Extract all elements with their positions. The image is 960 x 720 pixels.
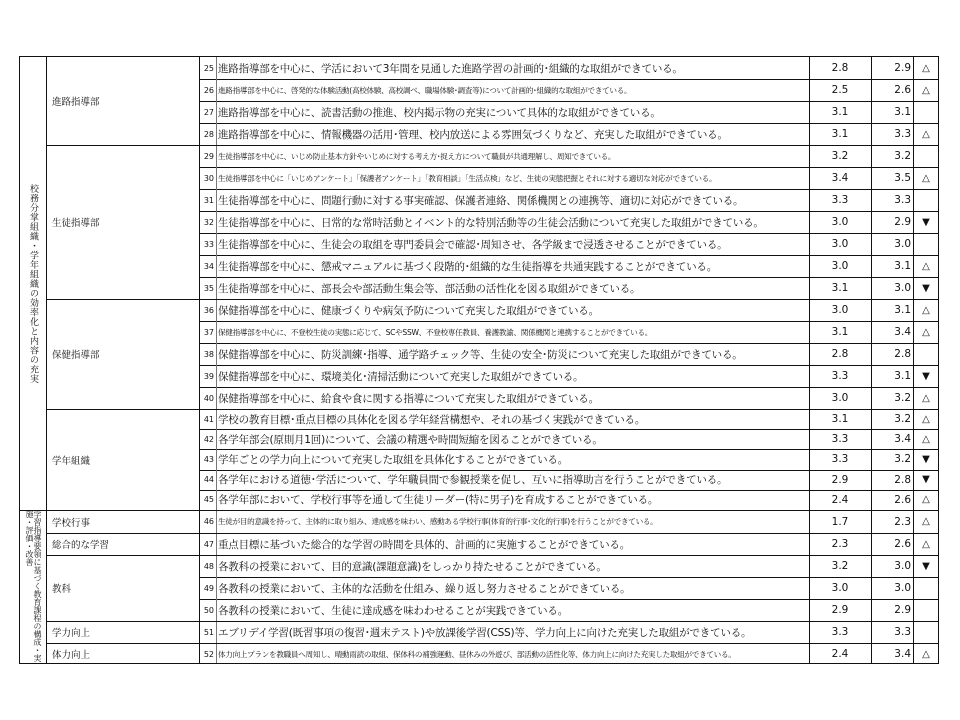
item-number: 40 xyxy=(203,393,214,403)
item-text: 保健指導部を中心に、防災訓練･指導、通学路チェック等、生徒の安全･防災について充実した取組ができている。 xyxy=(218,348,743,361)
item-text: 生徒指導部を中心に、懲戒マニュアルに基づく段階的･組織的な生徒指導を共通実践することができている。 xyxy=(218,260,718,273)
trend-mark: △ xyxy=(922,648,930,660)
item-number: 46 xyxy=(203,517,214,526)
score-current: 2.9 xyxy=(894,604,911,616)
item-number: 41 xyxy=(203,414,214,424)
trend-mark: △ xyxy=(922,538,930,550)
divider xyxy=(46,555,938,556)
group-label-events: 学校行事 xyxy=(52,517,91,529)
trend-mark: △ xyxy=(922,128,930,140)
divider xyxy=(913,57,914,663)
trend-mark: △ xyxy=(922,326,930,338)
score-current: 3.1 xyxy=(894,370,911,382)
divider xyxy=(46,299,938,300)
score-current: 3.4 xyxy=(894,648,911,660)
trend-mark: ▼ xyxy=(922,216,930,228)
trend-mark xyxy=(913,189,939,211)
score-current: 3.4 xyxy=(894,326,911,338)
item-text: 保健指導部を中心に、不登校生徒の実態に応じて、SCやSSW、不登校専任教員、養護教諭、関係機関と連携することができている。 xyxy=(218,327,653,337)
item-text: 生徒が目的意識を持って、主体的に取り組み、達成感を味わい、感動ある学校行事(体育的行事･文化的行事)を行うことができている。 xyxy=(218,517,658,526)
score-current: 3.2 xyxy=(894,453,911,466)
item-text: 重点目標に基づいた総合的な学習の時間を具体的、計画的に実施することができている。 xyxy=(218,538,630,551)
trend-mark: △ xyxy=(922,516,930,527)
item-number: 44 xyxy=(203,475,214,485)
score-previous: 3.3 xyxy=(831,370,849,382)
group-label-subjects: 教科 xyxy=(52,584,72,595)
trend-mark: △ xyxy=(922,260,930,272)
score-current: 2.6 xyxy=(894,493,911,506)
score-previous: 2.4 xyxy=(831,648,849,660)
item-text: 生徒指導部を中心に、日常的な常時活動とイベント的な特別活動等の生徒会活動について充実した取組ができている。 xyxy=(218,216,764,229)
divider xyxy=(20,510,938,511)
item-number: 42 xyxy=(203,434,214,444)
score-current: 3.2 xyxy=(894,413,911,426)
item-number: 37 xyxy=(203,327,214,337)
item-text: 進路指導部を中心に、啓発的な体験活動(高校体験、高校調べ、職場体験･調査等)について計画的･組織的な取組ができている。 xyxy=(218,85,632,95)
score-current: 2.9 xyxy=(894,216,911,228)
group-label-grade: 学年組織 xyxy=(52,455,91,467)
score-previous: 2.5 xyxy=(831,84,849,96)
score-current: 3.3 xyxy=(894,626,911,638)
item-text: 各学年部において、学校行事等を通して生徒リーダー(特に男子)を育成することができている。 xyxy=(218,494,659,507)
score-previous: 2.4 xyxy=(831,493,849,506)
trend-mark: △ xyxy=(922,172,930,184)
score-previous: 3.0 xyxy=(831,260,849,272)
score-current: 3.3 xyxy=(894,128,911,140)
trend-mark: △ xyxy=(922,62,930,74)
item-text: 生徒指導部を中心に、生徒会の取組を専門委員会で確認･周知させ、各学級まで浸透させることができている。 xyxy=(218,238,728,251)
score-previous: 3.2 xyxy=(831,560,849,572)
trend-mark xyxy=(913,233,939,255)
score-previous: 3.3 xyxy=(831,626,849,638)
item-number: 38 xyxy=(203,349,214,359)
item-number: 29 xyxy=(203,151,214,161)
score-current: 3.3 xyxy=(894,194,911,206)
score-previous: 1.7 xyxy=(831,515,849,528)
item-number: 35 xyxy=(203,283,214,293)
divider xyxy=(216,57,217,663)
trend-mark: △ xyxy=(922,84,930,96)
item-text: 各学年における道徳･学活について、学年職員間で参観授業を促し、互いに指導助言を行うことができている。 xyxy=(218,474,728,487)
group-label-integrated-study: 総合的な学習 xyxy=(52,540,110,551)
item-text: 各教科の授業において、目的意識(課題意識)をしっかり持たせることができている。 xyxy=(218,560,607,573)
group-label-student-guidance: 生徒指導部 xyxy=(52,218,100,229)
item-text: 保健指導部を中心に、給食や食に関する指導について充実した取組ができている。 xyxy=(218,392,599,405)
item-text: 生徒指導部を中心に、いじめ防止基本方針やいじめに対する考え方･捉え方について職員が共通理解し、周知できている。 xyxy=(218,151,616,161)
score-current: 2.6 xyxy=(894,538,911,550)
item-text: 生徒指導部を中心に、部長会や部活動生集会等、部活動の活性化を図る取組ができている。 xyxy=(218,282,641,295)
item-text: 各教科の授業において、主体的な活動を仕組み、繰り返し努力させることができている。 xyxy=(218,582,631,595)
category-label-curriculum: 学習指導要領に基づく教育課程の構成・実施・評価・改善 xyxy=(25,510,42,662)
item-number: 36 xyxy=(203,305,214,315)
divider xyxy=(46,621,938,622)
divider xyxy=(46,57,47,663)
score-current: 2.8 xyxy=(894,473,911,486)
item-text: 体力向上プランを教職員へ周知し、晴動雨読の取組、保体科の補強運動、昼休みの外遊び、部活動の活性化等、体力向上に向けた充実した取組ができている。 xyxy=(218,649,736,659)
score-current: 3.1 xyxy=(894,106,911,118)
item-text: 生徒指導部を中心に、問題行動に対する事実確認、保護者連絡、関係機関との連携等、適切に対応ができている。 xyxy=(218,194,744,207)
score-previous: 3.1 xyxy=(831,326,849,338)
score-current: 3.5 xyxy=(894,172,911,184)
trend-mark: ▼ xyxy=(922,474,930,486)
item-number: 30 xyxy=(203,173,214,183)
item-number: 51 xyxy=(203,627,214,637)
item-text: 生徒指導部を中心に「いじめアンケート」「保護者アンケート」「教育相談」「生活点検」など、生徒の実態把握とそれに対する適切な対応ができている。 xyxy=(218,173,717,183)
trend-mark: △ xyxy=(922,304,930,316)
score-previous: 3.0 xyxy=(831,392,849,404)
item-text: エブリデイ学習(既習事項の復習･週末テスト)や放課後学習(CSS)等、学力向上に向けた充実した取組ができている。 xyxy=(218,626,752,639)
trend-mark: ▼ xyxy=(922,370,930,382)
item-text: 保健指導部を中心に、健康づくりや病気予防について充実した取組ができている。 xyxy=(218,304,599,317)
score-previous: 3.3 xyxy=(831,194,849,206)
item-number: 28 xyxy=(203,129,214,139)
trend-mark xyxy=(913,343,939,365)
score-current: 3.2 xyxy=(894,150,911,162)
group-label-academic: 学力向上 xyxy=(52,628,91,639)
item-number: 27 xyxy=(203,107,214,117)
item-number: 32 xyxy=(203,217,214,227)
item-number: 34 xyxy=(203,261,214,271)
item-number: 50 xyxy=(203,605,214,615)
trend-mark xyxy=(913,599,939,621)
trend-mark: △ xyxy=(922,413,930,425)
divider xyxy=(809,57,810,663)
trend-mark: ▼ xyxy=(922,560,930,572)
score-current: 3.1 xyxy=(894,260,911,272)
item-text: 学年ごとの学力向上について充実した取組を具体化することができている。 xyxy=(218,453,568,466)
group-label-physical: 体力向上 xyxy=(52,650,91,661)
item-number: 25 xyxy=(203,63,214,73)
item-text: 進路指導部を中心に、情報機器の活用･管理、校内放送による雰囲気づくりなど、充実した取組ができている。 xyxy=(218,128,728,141)
trend-mark xyxy=(913,145,939,167)
score-current: 3.0 xyxy=(894,582,911,594)
item-number: 47 xyxy=(203,539,214,549)
score-current: 2.3 xyxy=(894,515,911,528)
score-previous: 3.3 xyxy=(831,433,849,446)
group-label-career: 進路指導部 xyxy=(52,97,100,108)
score-current: 3.0 xyxy=(894,282,911,294)
trend-mark xyxy=(913,621,939,643)
score-previous: 3.1 xyxy=(831,128,849,140)
divider xyxy=(199,57,200,663)
score-previous: 3.1 xyxy=(831,106,849,118)
score-current: 3.2 xyxy=(894,392,911,404)
item-text: 学校の教育目標･重点目標の具体化を図る学年経営構想や、それの基づく実践ができている。 xyxy=(218,413,646,426)
score-previous: 3.0 xyxy=(831,304,849,316)
score-previous: 2.8 xyxy=(831,62,849,74)
item-number: 45 xyxy=(203,495,214,505)
item-number: 48 xyxy=(203,561,214,571)
score-previous: 3.4 xyxy=(831,172,849,184)
evaluation-table xyxy=(19,56,939,664)
score-current: 3.0 xyxy=(894,560,911,572)
item-text: 保健指導部を中心に、環境美化･清掃活動について充実した取組ができている。 xyxy=(218,370,584,383)
score-previous: 2.8 xyxy=(831,348,849,360)
category-label-organization: 校務分掌組織・学年組織の効率化と内容の充実 xyxy=(28,183,38,384)
item-number: 31 xyxy=(203,195,214,205)
score-previous: 2.9 xyxy=(831,473,849,486)
item-text: 進路指導部を中心に、学活において3年間を見通した進路学習の計画的･組織的な取組ができている。 xyxy=(218,62,683,75)
score-current: 2.9 xyxy=(894,62,911,74)
score-current: 3.1 xyxy=(894,304,911,316)
score-previous: 2.3 xyxy=(831,538,849,550)
divider xyxy=(46,409,938,410)
trend-mark: ▼ xyxy=(922,282,930,294)
trend-mark: △ xyxy=(922,392,930,404)
score-current: 2.6 xyxy=(894,84,911,96)
divider xyxy=(46,533,938,534)
trend-mark: ▼ xyxy=(922,453,930,465)
item-number: 39 xyxy=(203,371,214,381)
score-current: 3.0 xyxy=(894,238,911,250)
score-previous: 3.2 xyxy=(831,150,849,162)
score-previous: 3.0 xyxy=(831,216,849,228)
score-previous: 3.1 xyxy=(831,282,849,294)
trend-mark xyxy=(913,101,939,123)
score-previous: 2.9 xyxy=(831,604,849,616)
item-text: 各教科の授業において、生徒に達成感を味わわせることが実践できている。 xyxy=(218,604,568,617)
trend-mark: △ xyxy=(922,433,930,445)
score-current: 3.4 xyxy=(894,433,911,446)
item-text: 各学年部会(原則月1回)について、会議の精選や時間短縮を図ることができている。 xyxy=(218,433,603,446)
divider xyxy=(46,145,938,146)
score-current: 2.8 xyxy=(894,348,911,360)
item-number: 43 xyxy=(203,454,214,464)
trend-mark: △ xyxy=(922,494,930,506)
group-label-health: 保健指導部 xyxy=(52,350,100,361)
trend-mark xyxy=(913,577,939,599)
score-previous: 3.0 xyxy=(831,238,849,250)
item-number: 26 xyxy=(203,85,214,95)
score-previous: 3.0 xyxy=(831,582,849,594)
score-previous: 3.3 xyxy=(831,453,849,466)
item-number: 49 xyxy=(203,583,214,593)
score-previous: 3.1 xyxy=(831,413,849,426)
item-number: 33 xyxy=(203,239,214,249)
item-number: 52 xyxy=(203,649,214,659)
divider xyxy=(46,643,938,644)
item-text: 進路指導部を中心に、読書活動の推進、校内掲示物の充実について具体的な取組ができている。 xyxy=(218,106,661,119)
divider xyxy=(871,57,872,663)
